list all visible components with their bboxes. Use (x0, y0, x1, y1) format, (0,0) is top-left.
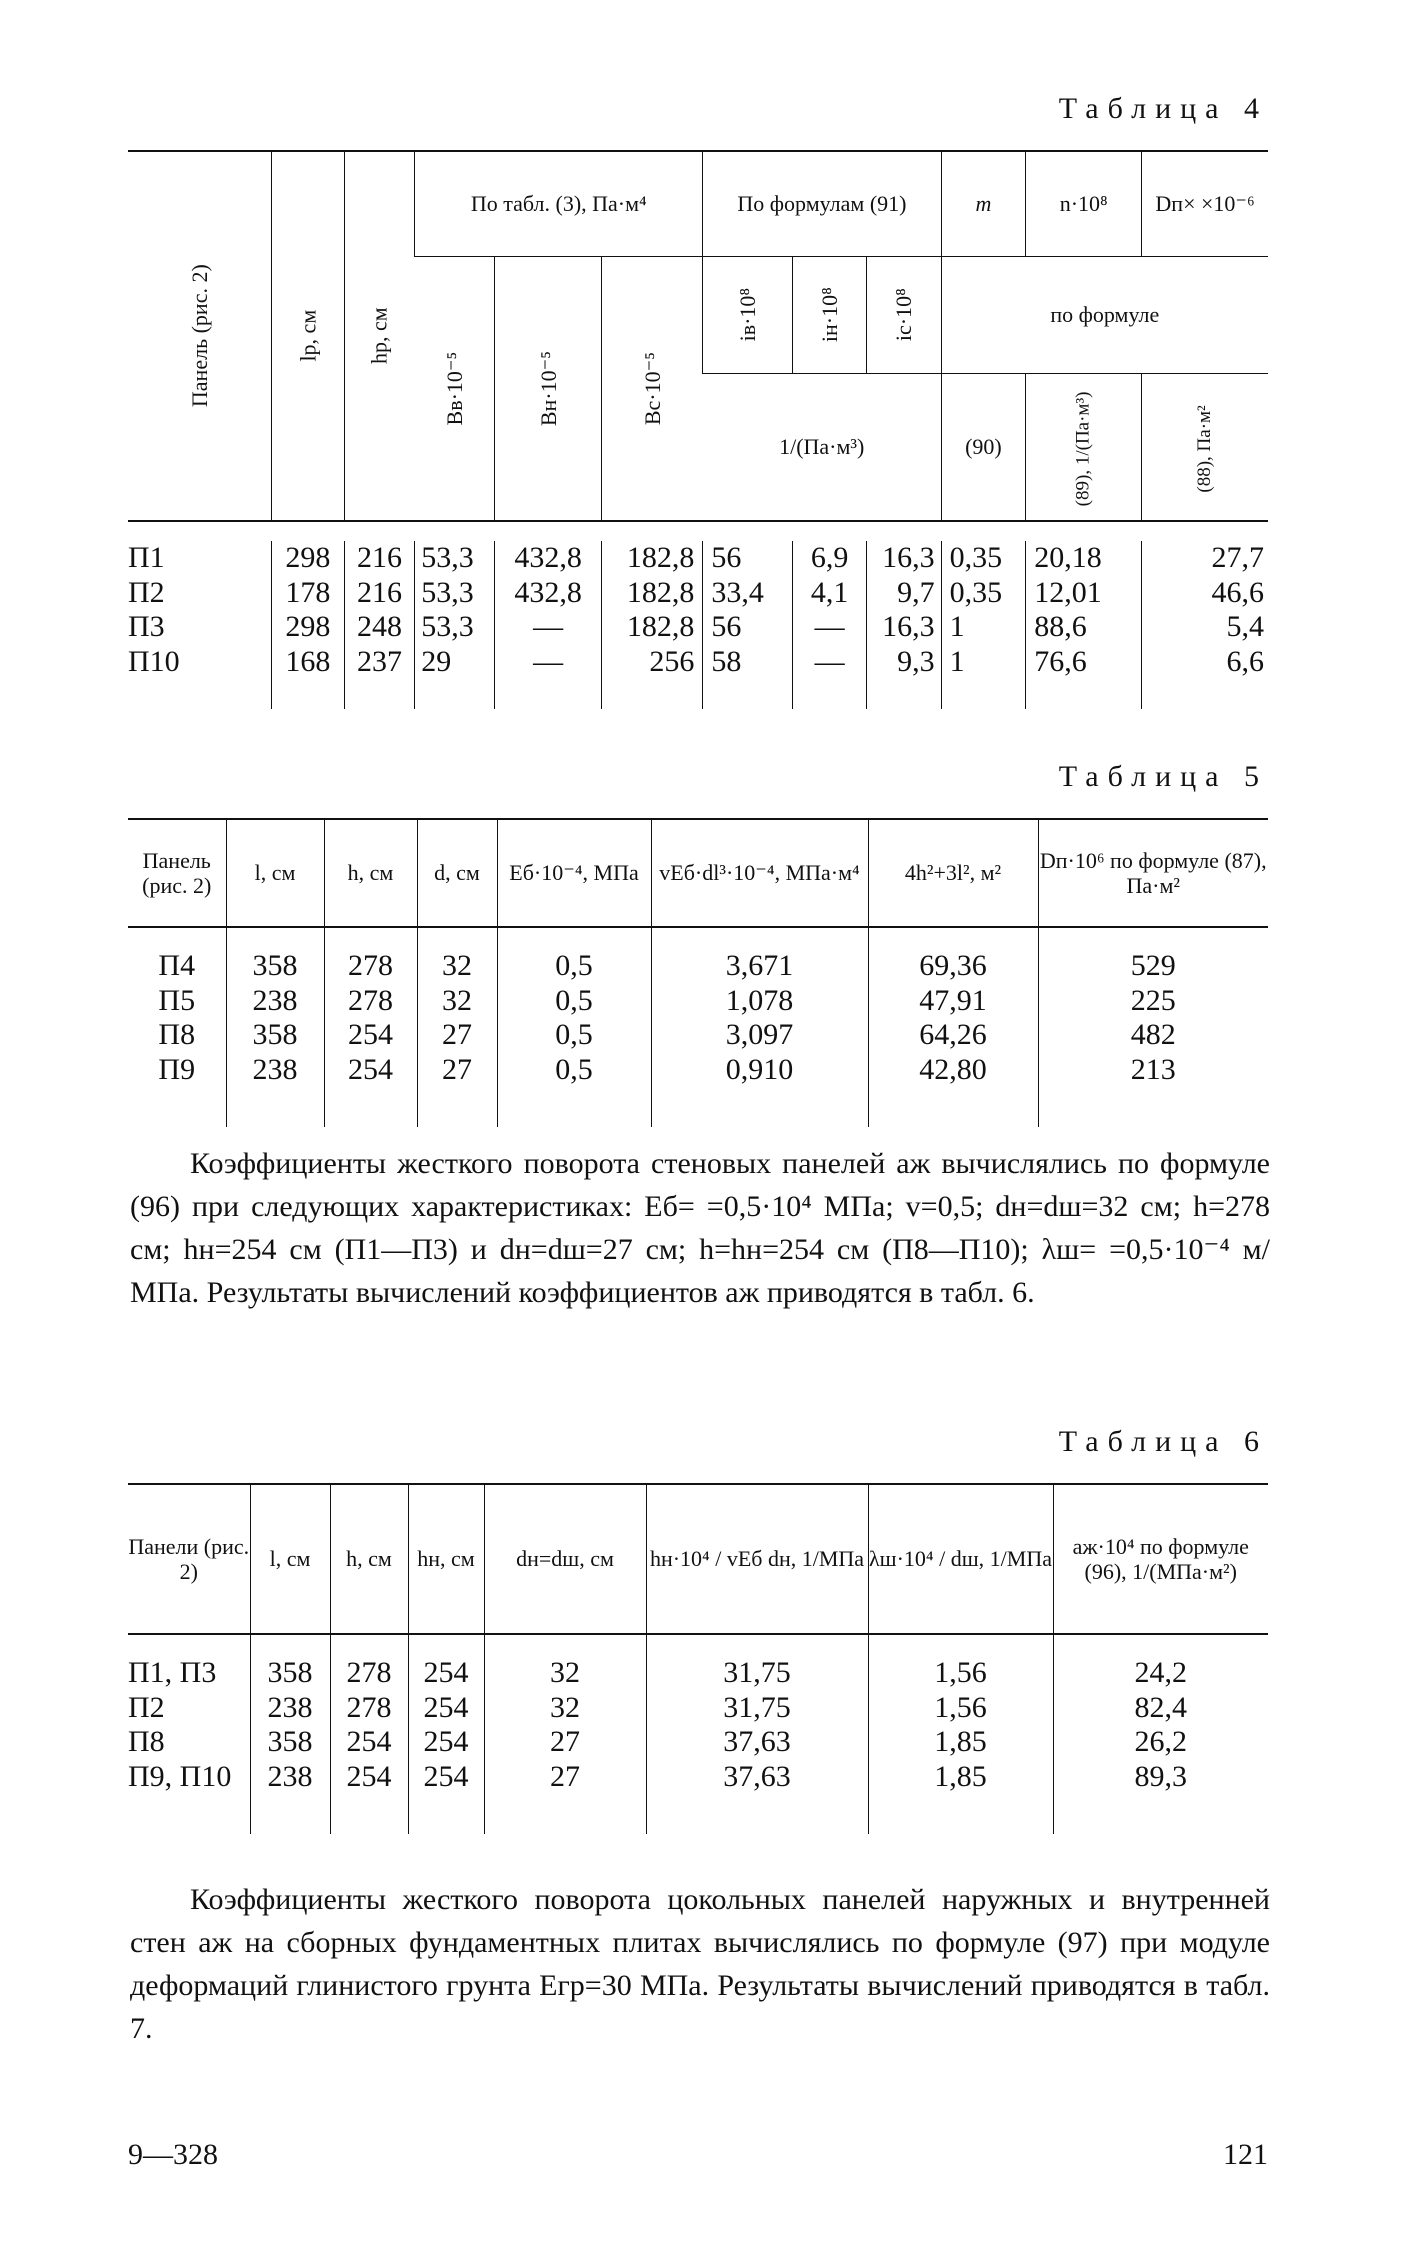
t5-h-4h2: 4h²+3l², м² (868, 819, 1038, 927)
t4-h-lp: lp, см (271, 151, 344, 521)
t4-h-po-tabl: По табл. (3), Па·м⁴ (415, 151, 703, 256)
t4-h-in: iн·10⁸ (793, 256, 867, 373)
t6-row: П9, П10 238 254 254 27 37,63 1,85 89,3 (128, 1760, 1268, 1795)
t4-h-n: n·10⁸ (1026, 151, 1142, 256)
t5-row: П5 238 278 32 0,5 1,078 47,91 225 (128, 984, 1268, 1019)
t4-h-bc: Bс·10⁻⁵ (602, 256, 703, 521)
t4-h-po-formulam: По формулам (91) (703, 151, 941, 256)
table5-caption: Таблица 5 (1058, 760, 1268, 793)
t5-row: П8 358 254 27 0,5 3,097 64,26 482 (128, 1018, 1268, 1053)
signature-mark: 9—328 (128, 2138, 218, 2171)
t4-h-ic: iс·10⁸ (866, 256, 941, 373)
t6-h-h: h, см (330, 1484, 408, 1634)
t4-h-f88: (88), Па·м² (1142, 373, 1268, 521)
t4-h-panel: Панель (рис. 2) (128, 151, 271, 521)
paragraph-1: Коэффициенты жесткого поворота стеновых панелей aж вычислялись по формуле (96) при следующих характеристиках: Eб= =0,5·10⁴ МПа; v=0,5; dн=dш=32 см; h=278 см; hн=254 см (П1—П3) и dн=dш=27 см; h=hн=254 см (П8—П10); λш= =0,5·10⁻⁴ м/МПа. Результаты вычислений коэффициентов aж приводятся в табл. 6. (130, 1147, 1270, 1309)
t5-row: П9 238 254 27 0,5 0,910 42,80 213 (128, 1053, 1268, 1088)
t4-h-bn: Bн·10⁻⁵ (495, 256, 602, 521)
t5-row: П4 358 278 32 0,5 3,671 69,36 529 (128, 949, 1268, 984)
t4-h-f90: (90) (941, 373, 1026, 521)
table6-caption: Таблица 6 (1058, 1425, 1268, 1458)
t6-row: П1, П3 358 278 254 32 31,75 1,56 24,2 (128, 1656, 1268, 1691)
t4-row: П2 178 216 53,3 432,8 182,8 33,4 4,1 9,7 0,35 12,01 46,6 (128, 576, 1268, 611)
t4-h-bv: Bв·10⁻⁵ (415, 256, 495, 521)
t5-h-dp: Dп·10⁶ по формуле (87), Па·м² (1038, 819, 1268, 927)
t6-row: П8 358 254 254 27 37,63 1,85 26,2 (128, 1725, 1268, 1760)
t4-row: П1 298 216 53,3 432,8 182,8 56 6,9 16,3 0,35 20,18 27,7 (128, 541, 1268, 576)
t4-h-dp: Dп× ×10⁻⁶ (1142, 151, 1268, 256)
t4-h-hp: hp, см (344, 151, 414, 521)
t4-row: П10 168 237 29 — 256 58 — 9,3 1 76,6 6,6 (128, 645, 1268, 680)
t4-h-m: m (941, 151, 1026, 256)
t6-h-hn-veb: hн·10⁴ / vEб dн, 1/МПа (646, 1484, 868, 1634)
table4-caption: Таблица 4 (1058, 92, 1268, 125)
t4-h-f89: (89), 1/(Па·м³) (1026, 373, 1142, 521)
table6 (128, 1483, 1268, 1834)
t5-h-panel: Панель (рис. 2) (128, 819, 226, 927)
table5 (128, 818, 1268, 1127)
paragraph-2: Коэффициенты жесткого поворота цокольных панелей наружных и внутренней стен aж на сборных фундаментных плитах вычислялись по формуле (97) при модуле деформаций глинистого грунта Eгр=30 МПа. Результаты вычислений приводятся в табл. 7. (130, 1883, 1270, 2045)
t4-h-unit-i: 1/(Па·м³) (703, 373, 941, 521)
table4 (128, 150, 1268, 709)
t6-h-l: l, см (250, 1484, 330, 1634)
t6-h-panel: Панели (рис. 2) (128, 1484, 250, 1634)
t5-h-d: d, см (417, 819, 497, 927)
t6-h-azh: aж·10⁴ по формуле (96), 1/(МПа·м²) (1053, 1484, 1268, 1634)
page-number: 121 (1223, 2138, 1268, 2171)
t5-h-veb: vEб·dl³·10⁻⁴, МПа·м⁴ (651, 819, 868, 927)
t6-h-hn: hн, см (408, 1484, 484, 1634)
t5-h-l: l, см (226, 819, 324, 927)
t6-row: П2 238 278 254 32 31,75 1,56 82,4 (128, 1691, 1268, 1726)
t4-h-po-formule: по формуле (941, 256, 1268, 373)
t6-h-dn: dн=dш, см (484, 1484, 646, 1634)
t4-h-iv: iв·10⁸ (703, 256, 793, 373)
t4-row: П3 298 248 53,3 — 182,8 56 — 16,3 1 88,6 5,4 (128, 610, 1268, 645)
t5-h-eb: Eб·10⁻⁴, МПа (497, 819, 651, 927)
t6-h-lambda: λш·10⁴ / dш, 1/МПа (868, 1484, 1053, 1634)
t5-h-h: h, см (324, 819, 417, 927)
